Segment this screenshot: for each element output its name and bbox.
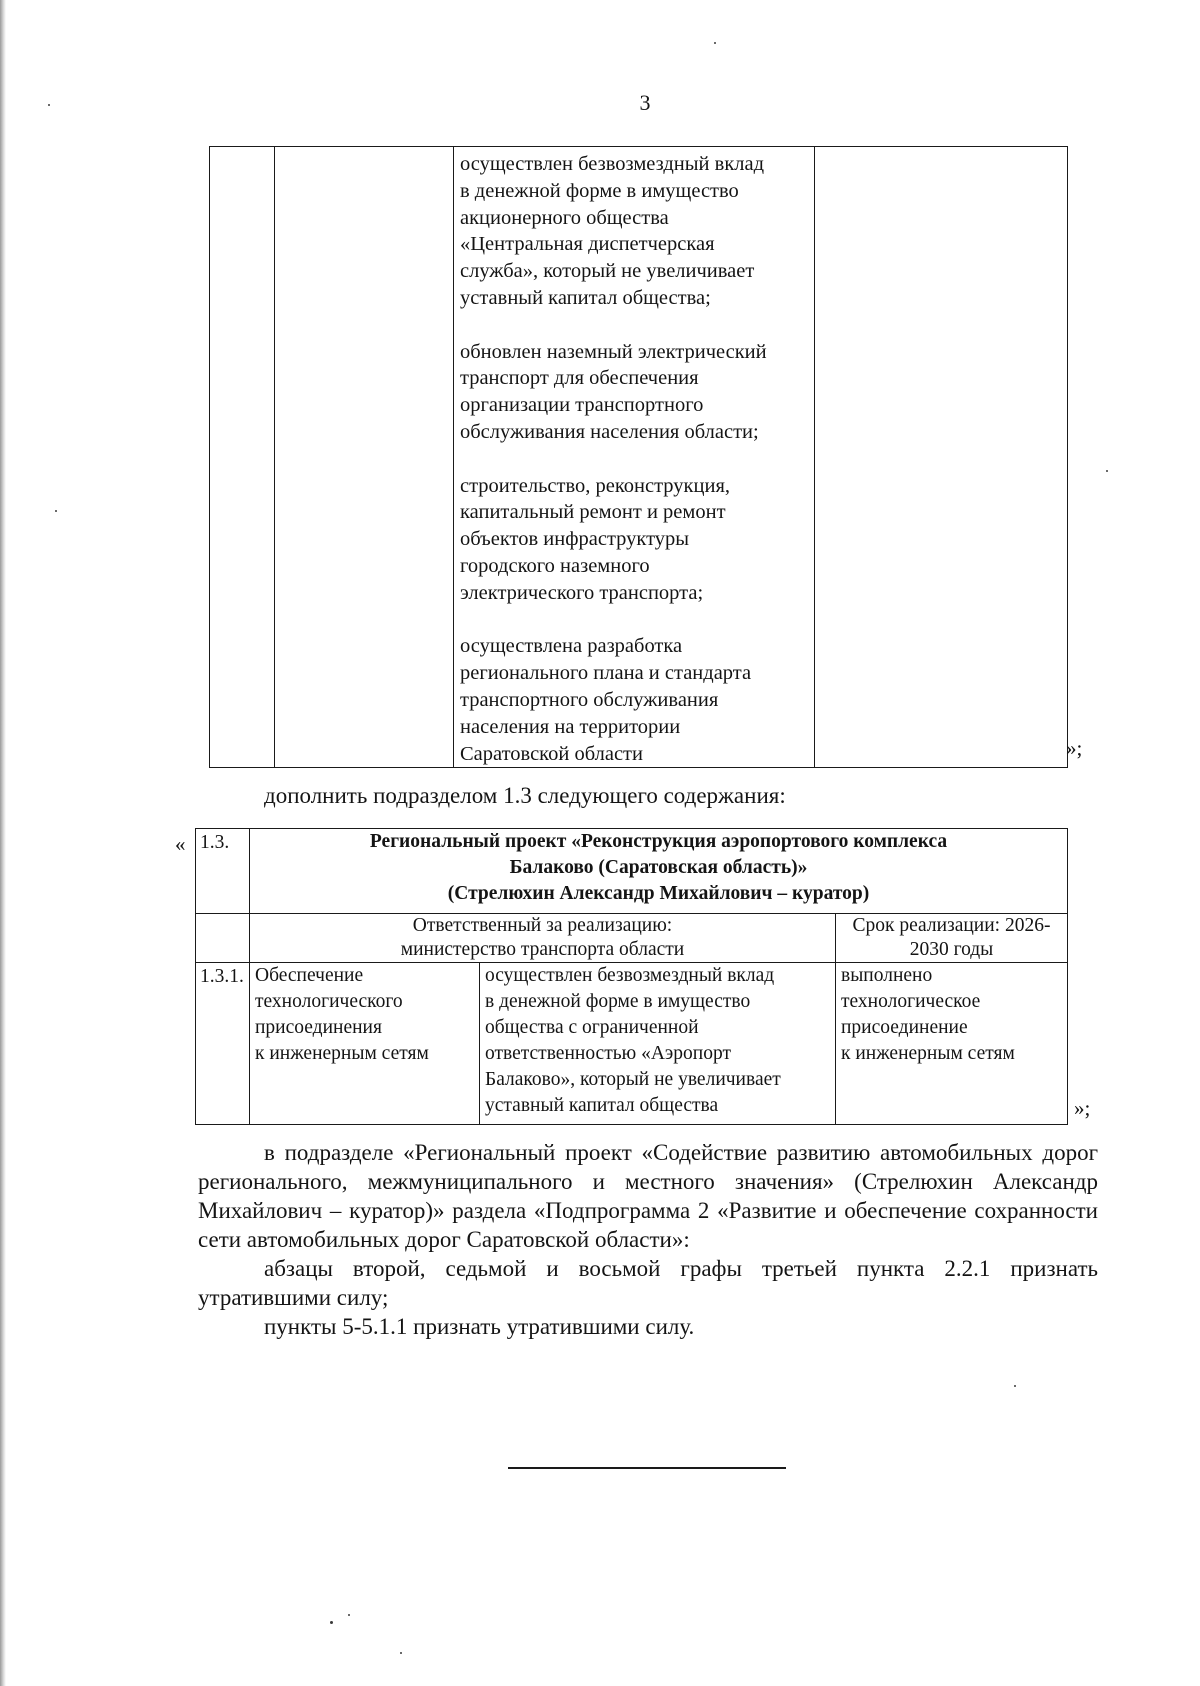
result-paragraph: обновлен наземный электрический транспорт для обеспечения организации транспортного обслуживания населения области; (460, 340, 767, 443)
title-line: Региональный проект «Реконструкция аэропортового комплекса (369, 831, 948, 852)
result-paragraph: строительство, реконструкция, капитальный ремонт и ремонт объектов инфраструктуры городского наземного электрического транспорта; (460, 474, 730, 604)
scan-speck (1106, 470, 1108, 472)
scan-speck (1014, 1385, 1016, 1387)
item-number: 1.3.1. (196, 963, 250, 1125)
closing-quote: »; (1074, 1096, 1091, 1120)
body-paragraph: в подразделе «Региональный проект «Содействие развитию автомобильных дорог регионального, межмуниципального и местного значения» (Стрелюхин Александр Михайлович – куратор)» раздела «Подпрограмма 2 «Развитие и обеспечение сохранности сети автомобильных дорог Саратовской области»: (198, 1140, 1098, 1252)
empty-cell (275, 147, 454, 768)
responsible-cell: Ответственный за реализацию: министерство транспорта области (250, 914, 836, 963)
result-paragraph: осуществлена разработка регионального плана и стандарта транспортного обслуживания населения на территории Саратовской области (460, 635, 752, 765)
scan-edge (0, 0, 6, 1686)
intro-line: дополнить подразделом 1.3 следующего содержания: (264, 783, 786, 808)
scan-speck (400, 1652, 402, 1654)
body-paragraph: абзацы второй, седьмой и восьмой графы третьей пункта 2.2.1 признать утратившими силу; (198, 1256, 1098, 1310)
empty-cell (815, 147, 1068, 768)
subsection-title (250, 829, 1068, 914)
title-line: (Стрелюхин Александр Михайлович – куратор) (447, 883, 870, 904)
item-result: осуществлен безвозмездный вклад в денежной форме в имущество общества с ограниченной ответственностью «Аэропорт Балаково», который не увеличивает уставный капитал общества (480, 963, 836, 1125)
result-cell (454, 147, 815, 768)
scan-speck (55, 510, 57, 512)
opening-quote: « (175, 832, 186, 856)
subsection-number: 1.3. (196, 829, 250, 914)
empty-cell (196, 914, 250, 963)
scan-speck (714, 42, 716, 44)
term-cell: Срок реализации: 2026-2030 годы (836, 914, 1068, 963)
closing-quote: »; (1066, 736, 1083, 760)
end-rule (508, 1467, 786, 1469)
scan-speck (348, 1614, 350, 1616)
item-task: Обеспечение технологического присоединения к инженерным сетям (250, 963, 480, 1125)
empty-cell (210, 147, 275, 768)
body-paragraph: пункты 5-5.1.1 признать утратившими силу. (264, 1314, 695, 1339)
result-paragraph: осуществлен безвозмездный вклад в денежной форме в имущество акционерного общества «Центральная диспетчерская служба», который не увеличивает уставный капитал общества; (460, 153, 765, 309)
scan-speck (48, 104, 50, 106)
page-number: 3 (639, 90, 651, 115)
continuation-table (209, 146, 1068, 768)
item-outcome: выполнено технологическое присоединение к инженерным сетям (836, 963, 1068, 1125)
subsection-table (195, 828, 1068, 1125)
body-text (198, 1138, 1098, 1341)
scan-speck (330, 1621, 333, 1624)
title-line: Балаково (Саратовская область)» (509, 857, 808, 878)
